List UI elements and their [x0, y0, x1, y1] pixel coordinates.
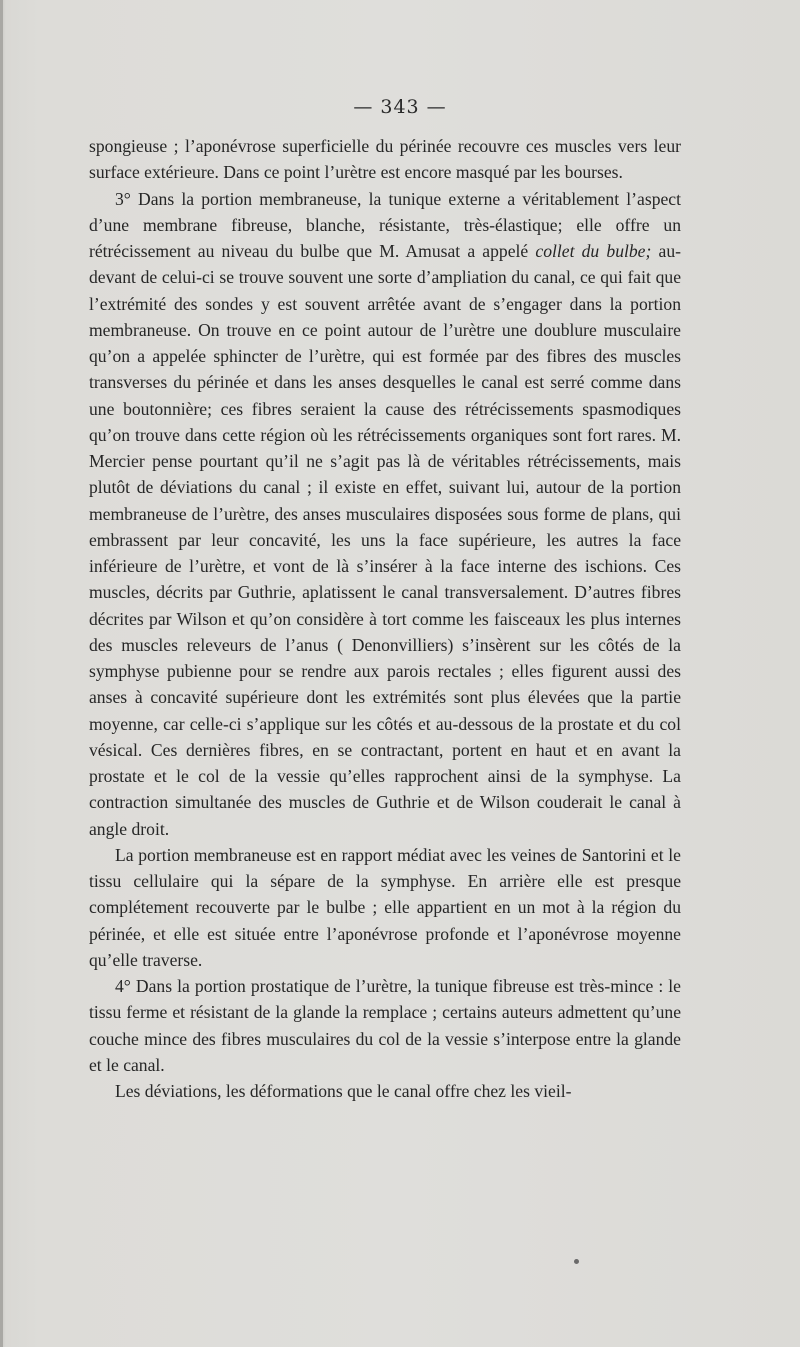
- paragraph-3: La portion membraneuse est en rapport médiat avec les veines de Santorini et le tissu cellulaire qui la sépare de la symphyse. En arrière elle est presque complétement recouverte par le bulbe ; elle appartient en un mot à la région du périnée, et elle est située entre l’aponévrose profonde et l’aponévrose moyenne qu’elle traverse.: [89, 844, 681, 970]
- paragraph-2-text-start: 3° Dans la portion membraneuse, la tunique externe a véritablement l’aspect d’une membrane fibreuse, blanche, résistante, très-élastique; elle offre un rétrécissement au niveau du bulbe que M. Amusat a appelé: [89, 188, 681, 261]
- paragraph-4: 4° Dans la portion prostatique de l’urètre, la tunique fibreuse est très-mince : le tissu ferme et résistant de la glande la remplace ; certains auteurs admettent qu’une couche mince des fibres musculaires du col de la vessie s’interpose entre la glande et le canal.: [89, 976, 681, 1075]
- page-number: — 343 —: [353, 96, 447, 118]
- paragraph-5: Les déviations, les déformations que le canal offre chez les vieil-: [115, 1081, 572, 1101]
- paragraph-2-text-end: au-devant de celui-ci se trouve souvent une sorte d’ampliation du canal, ce qui fait que l’extrémité des sondes y est souvent arrêtée avant de s’engager dans la portion membraneuse. On trouve en ce point autour de l’urètre une doublure musculaire qu’on a appelée sphincter de l’urètre, qui est formée par des fibres des muscles transverses du périnée et dans les anses desquelles le canal est serré comme dans une boutonnière; ces fibres seraient la cause des rétrécissements spasmodiques qu’on trouve dans cette région où les rétrécissements organiques sont fort rares. M. Mercier pense pourtant qu’il ne s’agit pas là de véritables rétrécissements, mais plutôt de déviations du canal ; il existe en effet, suivant lui, autour de la portion membraneuse de l’urètre, des anses musculaires disposées sous forme de plans, qui embrassent par leur concavité, les uns la face supérieure, les autres la face inférieure de l’urètre, et vont de là s’insérer à la face interne des ischions. Ces muscles, décrits par Guthrie, aplatissent le canal transversalement. D’autres fibres décrites par Wilson et qu’on considère à tort comme les faisceaux les plus internes des muscles releveurs de l’anus ( Denonvilliers) s’insèrent sur les côtés de la symphyse pubienne pour se rendre aux parois rectales ; elles figurent aussi des anses à concavité supérieure dont les extrémités sont plus élevées que la partie moyenne, car celle-ci s’applique sur les côtés et au-dessous de la prostate et du col vésical. Ces dernières fibres, en se contractant, portent en haut et en avant la prostate et le col de la vessie qu’elles rapprochent ainsi de la symphyse. La contraction simultanée des muscles de Guthrie et de Wilson couderait le canal à angle droit.: [89, 241, 681, 839]
- ink-speck: [574, 1259, 579, 1264]
- paragraph-2: [89, 186, 681, 842]
- page-binding-edge: [0, 0, 3, 1347]
- body-text: [89, 133, 681, 1104]
- paragraph-1: spongieuse ; l’aponévrose superficielle du périnée recouvre ces muscles vers leur surface extérieure. Dans ce point l’urètre est encore masqué par les bourses.: [89, 136, 681, 183]
- paragraph-2-italic-term: collet du bulbe;: [535, 241, 652, 261]
